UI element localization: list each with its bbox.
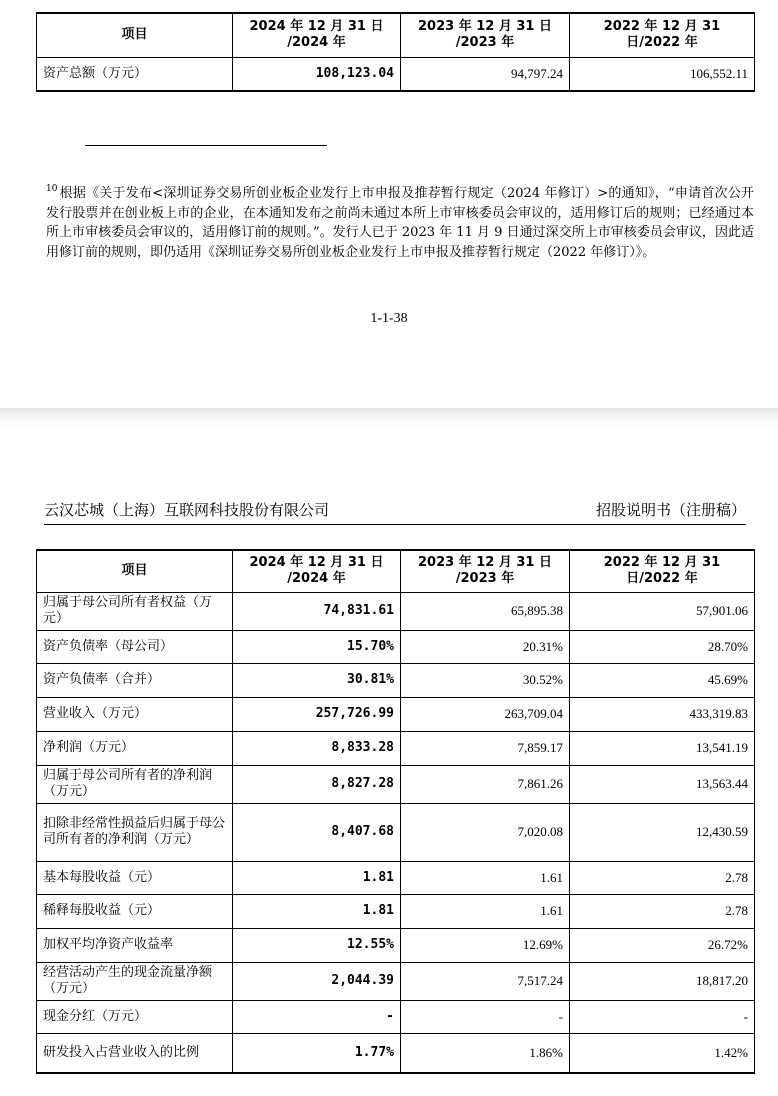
value-2024: 1.81 (233, 894, 401, 928)
header-item: 项目 (37, 550, 233, 592)
value-2023: 12.69% (401, 928, 570, 962)
row-label: 经营活动产生的现金流量净额（万元） (37, 962, 233, 1000)
header-2023: 2023 年 12 月 31 日 /2023 年 (401, 13, 570, 57)
value-2023: 7,517.24 (401, 962, 570, 1000)
value-2022: 28.70% (570, 630, 755, 663)
value-2022: 106,552.11 (570, 57, 755, 91)
document-title: 招股说明书（注册稿） (595, 501, 746, 519)
value-2023: 263,709.04 (401, 697, 570, 731)
value-2024: 257,726.99 (233, 697, 401, 731)
row-label: 稀释每股收益（元） (37, 894, 233, 928)
table-row (37, 894, 755, 928)
table-row (37, 731, 755, 765)
table-row (37, 962, 755, 1000)
header-2024: 2024 年 12 月 31 日 /2024 年 (233, 13, 401, 57)
row-label: 研发投入占营业收入的比例 (37, 1033, 233, 1073)
row-label: 资产负债率（合并） (37, 663, 233, 697)
value-2022: 12,430.59 (570, 803, 755, 861)
value-2022: - (570, 1000, 755, 1033)
financial-table-continued (36, 12, 755, 92)
value-2024: 1.77% (233, 1033, 401, 1073)
value-2024: 108,123.04 (233, 57, 401, 91)
value-2024: 15.70% (233, 630, 401, 663)
footnote-separator (85, 145, 327, 146)
company-name: 云汉芯城（上海）互联网科技股份有限公司 (44, 501, 330, 519)
value-2023: 94,797.24 (401, 57, 570, 91)
value-2022: 433,319.83 (570, 697, 755, 731)
running-header (44, 500, 746, 525)
value-2024: 8,407.68 (233, 803, 401, 861)
header-2024: 2024 年 12 月 31 日 /2024 年 (233, 550, 401, 592)
table-row (37, 861, 755, 894)
header-2022: 2022 年 12 月 31 日/2022 年 (570, 550, 755, 592)
table-row (37, 1000, 755, 1033)
row-label: 净利润（万元） (37, 731, 233, 765)
value-2023: 1.61 (401, 894, 570, 928)
value-2023: 65,895.38 (401, 592, 570, 630)
value-2022: 57,901.06 (570, 592, 755, 630)
row-label: 扣除非经常性损益后归属于母公司所有者的净利润（万元） (37, 803, 233, 861)
table-row (37, 57, 755, 91)
row-label: 基本每股收益（元） (37, 861, 233, 894)
table-header-row (37, 550, 755, 592)
footnote (46, 180, 754, 262)
page-number: 1-1-38 (370, 311, 408, 326)
value-2024: 30.81% (233, 663, 401, 697)
table-row (37, 765, 755, 803)
value-2024: 12.55% (233, 928, 401, 962)
table-row (37, 630, 755, 663)
value-2024: 8,827.28 (233, 765, 401, 803)
header-item: 项目 (37, 13, 233, 57)
value-2024: 1.81 (233, 861, 401, 894)
value-2023: 30.52% (401, 663, 570, 697)
row-label: 现金分红（万元） (37, 1000, 233, 1033)
document-page-top (0, 0, 778, 408)
footnote-marker: 10 (46, 184, 58, 194)
page-gap (0, 408, 778, 428)
value-2023: 7,859.17 (401, 731, 570, 765)
row-label: 归属于母公司所有者的净利润（万元） (37, 765, 233, 803)
table-row (37, 1033, 755, 1073)
value-2023: 7,861.26 (401, 765, 570, 803)
value-2022: 2.78 (570, 861, 755, 894)
financial-indicators-table (36, 549, 755, 1074)
value-2024: - (233, 1000, 401, 1033)
header-2022: 2022 年 12 月 31 日/2022 年 (570, 13, 755, 57)
row-label: 归属于母公司所有者权益（万元） (37, 592, 233, 630)
table-row (37, 803, 755, 861)
value-2022: 18,817.20 (570, 962, 755, 1000)
value-2023: 20.31% (401, 630, 570, 663)
value-2022: 13,541.19 (570, 731, 755, 765)
table-header-row (37, 13, 755, 57)
row-label: 加权平均净资产收益率 (37, 928, 233, 962)
value-2022: 2.78 (570, 894, 755, 928)
value-2023: 7,020.08 (401, 803, 570, 861)
table-row (37, 592, 755, 630)
row-label: 营业收入（万元） (37, 697, 233, 731)
value-2024: 8,833.28 (233, 731, 401, 765)
value-2022: 1.42% (570, 1033, 755, 1073)
table-row (37, 697, 755, 731)
value-2022: 26.72% (570, 928, 755, 962)
footnote-text: 根据《关于发布<深圳证券交易所创业板企业发行上市申报及推荐暂行规定（2024 年修订）>的通知》，“申请首次公开发行股票并在创业板上市的企业，在本通知发布之前尚未通过本所上市审核委员会审议的，适用修订后的规则；已经通过本所上市审核委员会审议的，适用修订前的规则。”。发行人已于 2023 年 11 月 9 日通过深交所上市审核委员会审议，因此适用修订前的规则，即仍适用《深圳证券交易所创业板企业发行上市申报及推荐暂行规定（2022 年修订）》。 (46, 186, 754, 260)
value-2023: 1.86% (401, 1033, 570, 1073)
table-row (37, 928, 755, 962)
value-2022: 13,563.44 (570, 765, 755, 803)
value-2023: - (401, 1000, 570, 1033)
row-label: 资产负债率（母公司） (37, 630, 233, 663)
header-2023: 2023 年 12 月 31 日 /2023 年 (401, 550, 570, 592)
value-2024: 2,044.39 (233, 962, 401, 1000)
row-label: 资产总额（万元） (37, 57, 233, 91)
table-row (37, 663, 755, 697)
value-2024: 74,831.61 (233, 592, 401, 630)
value-2023: 1.61 (401, 861, 570, 894)
document-page-bottom (0, 428, 778, 1096)
value-2022: 45.69% (570, 663, 755, 697)
